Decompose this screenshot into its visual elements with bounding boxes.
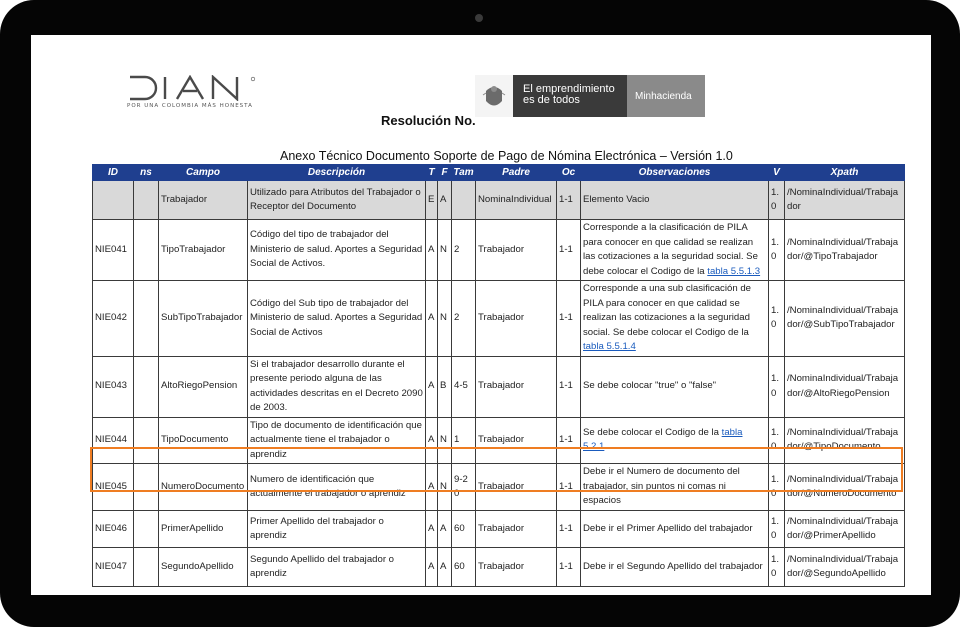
cell-id xyxy=(93,181,134,220)
cell-campo: AltoRiegoPension xyxy=(159,356,248,417)
cell-tam: 9-20 xyxy=(452,464,476,511)
cell-ns xyxy=(134,548,159,587)
cell-v: 1.0 xyxy=(769,511,785,548)
cell-xpath: /NominaIndividual/Trabajador xyxy=(785,181,905,220)
cell-xpath: /NominaIndividual/Trabajador/@AltoRiegoPension xyxy=(785,356,905,417)
cell-padre: Trabajador xyxy=(476,220,557,281)
cell-observaciones xyxy=(581,356,769,417)
col-header-id: ID xyxy=(93,165,134,181)
cell-v: 1.0 xyxy=(769,220,785,281)
dian-tagline: POR UNA COLOMBIA MÁS HONESTA xyxy=(127,103,253,109)
cell-xpath: /NominaIndividual/Trabajador/@NumeroDocumento xyxy=(785,464,905,511)
cell-observaciones xyxy=(581,181,769,220)
obs-text: Debe ir el Segundo Apellido del trabajador xyxy=(583,560,763,572)
obs-text: Corresponde a una sub clasificación de PILA para conocer en que calidad se realizan las cotizaciones a la seguridad social. Se debe colocar el Codigo de la xyxy=(583,283,751,338)
camera-dot xyxy=(475,14,483,22)
col-header-t: T xyxy=(426,165,438,181)
cell-tam: 2 xyxy=(452,220,476,281)
col-header-observaciones: Observaciones xyxy=(581,165,769,181)
cell-descripcion: Primer Apellido del trabajador o aprendiz xyxy=(248,511,426,548)
cell-v: 1.0 xyxy=(769,464,785,511)
government-banner xyxy=(475,75,705,117)
cell-v: 1.0 xyxy=(769,417,785,464)
cell-ns xyxy=(134,281,159,357)
cell-f: A xyxy=(438,181,452,220)
cell-v: 1.0 xyxy=(769,548,785,587)
cell-id: NIE045 xyxy=(93,464,134,511)
cell-t: A xyxy=(426,417,438,464)
cell-oc: 1-1 xyxy=(557,548,581,587)
cell-ns xyxy=(134,417,159,464)
spec-table xyxy=(92,164,905,587)
cell-t: A xyxy=(426,548,438,587)
cell-v: 1.0 xyxy=(769,281,785,357)
cell-xpath: /NominaIndividual/Trabajador/@PrimerApellido xyxy=(785,511,905,548)
cell-f: A xyxy=(438,548,452,587)
obs-text: Se debe colocar el Codigo de la xyxy=(583,426,722,438)
table-row xyxy=(93,220,905,281)
cell-ns xyxy=(134,356,159,417)
cell-descripcion: Utilizado para Atributos del Trabajador o Receptor del Documento xyxy=(248,181,426,220)
cell-id: NIE046 xyxy=(93,511,134,548)
cell-oc: 1-1 xyxy=(557,220,581,281)
cell-f: N xyxy=(438,281,452,357)
cell-campo: Trabajador xyxy=(159,181,248,220)
col-header-v: V xyxy=(769,165,785,181)
cell-oc: 1-1 xyxy=(557,181,581,220)
cell-f: A xyxy=(438,511,452,548)
cell-padre: Trabajador xyxy=(476,548,557,587)
cell-observaciones xyxy=(581,220,769,281)
table-row xyxy=(93,417,905,464)
table-row xyxy=(93,548,905,587)
cell-t: A xyxy=(426,464,438,511)
cell-padre: NominaIndividual xyxy=(476,181,557,220)
cell-oc: 1-1 xyxy=(557,417,581,464)
cell-ns xyxy=(134,181,159,220)
col-header-descripcion: Descripción xyxy=(248,165,426,181)
cell-id: NIE047 xyxy=(93,548,134,587)
col-header-f: F xyxy=(438,165,452,181)
col-header-tam: Tam xyxy=(452,165,476,181)
cell-oc: 1-1 xyxy=(557,511,581,548)
table-reference-link[interactable]: tabla 5.5.1.3 xyxy=(707,265,761,277)
cell-xpath: /NominaIndividual/Trabajador/@TipoDocumento xyxy=(785,417,905,464)
obs-text: Corresponde a la clasificación de PILA para conocer en que calidad se realizan las cotizaciones a la seguridad social. Se debe colocar el Codigo de la xyxy=(583,222,758,277)
cell-v: 1.0 xyxy=(769,181,785,220)
col-header-ns: ns xyxy=(134,165,159,181)
cell-descripcion: Tipo de documento de identificación que actualmente tiene el trabajador o aprendiz xyxy=(248,417,426,464)
cell-tam xyxy=(452,181,476,220)
cell-padre: Trabajador xyxy=(476,281,557,357)
cell-tam: 60 xyxy=(452,548,476,587)
cell-ns xyxy=(134,220,159,281)
banner-slogan: El emprendimiento es de todos xyxy=(513,75,627,117)
cell-f: B xyxy=(438,356,452,417)
cell-f: N xyxy=(438,220,452,281)
cell-oc: 1-1 xyxy=(557,356,581,417)
cell-padre: Trabajador xyxy=(476,464,557,511)
obs-text: Debe ir el Numero de documento del trabajador, sin puntos ni comas ni espacios xyxy=(583,466,740,507)
table-row xyxy=(93,511,905,548)
cell-f: N xyxy=(438,417,452,464)
dian-wordmark-icon xyxy=(127,75,257,101)
table-header-row xyxy=(93,165,905,181)
cell-tam: 2 xyxy=(452,281,476,357)
resolution-label: Resolución No. xyxy=(381,113,476,128)
cell-observaciones xyxy=(581,417,769,464)
table-row xyxy=(93,356,905,417)
cell-campo: PrimerApellido xyxy=(159,511,248,548)
cell-id: NIE043 xyxy=(93,356,134,417)
cell-v: 1.0 xyxy=(769,356,785,417)
obs-text: Elemento Vacio xyxy=(583,193,650,205)
cell-id: NIE041 xyxy=(93,220,134,281)
cell-descripcion: Código del tipo de trabajador del Ministerio de salud. Aportes a Seguridad Social de Activos. xyxy=(248,220,426,281)
cell-padre: Trabajador xyxy=(476,356,557,417)
col-header-oc: Oc xyxy=(557,165,581,181)
col-header-padre: Padre xyxy=(476,165,557,181)
cell-xpath: /NominaIndividual/Trabajador/@SegundoApellido xyxy=(785,548,905,587)
cell-observaciones xyxy=(581,281,769,357)
cell-f: N xyxy=(438,464,452,511)
cell-tam: 4-5 xyxy=(452,356,476,417)
cell-ns xyxy=(134,511,159,548)
coat-of-arms-icon xyxy=(475,75,513,117)
col-header-campo: Campo xyxy=(159,165,248,181)
cell-id: NIE044 xyxy=(93,417,134,464)
cell-observaciones xyxy=(581,464,769,511)
cell-t: A xyxy=(426,511,438,548)
cell-descripcion: Si el trabajador desarrollo durante el presente periodo alguna de las actividades descritas en el Decreto 2090 de 2003. xyxy=(248,356,426,417)
cell-xpath: /NominaIndividual/Trabajador/@TipoTrabajador xyxy=(785,220,905,281)
cell-t: A xyxy=(426,220,438,281)
cell-campo: SubTipoTrabajador xyxy=(159,281,248,357)
obs-text: Debe ir el Primer Apellido del trabajador xyxy=(583,522,753,534)
cell-descripcion: Código del Sub tipo de trabajador del Ministerio de salud. Aportes a Seguridad Social de Activos xyxy=(248,281,426,357)
table-row xyxy=(93,464,905,511)
cell-campo: NumeroDocumento xyxy=(159,464,248,511)
cell-t: E xyxy=(426,181,438,220)
cell-oc: 1-1 xyxy=(557,464,581,511)
obs-text: Se debe colocar "true" o "false" xyxy=(583,380,717,392)
document-page xyxy=(31,35,931,595)
cell-tam: 1 xyxy=(452,417,476,464)
cell-campo: SegundoApellido xyxy=(159,548,248,587)
dian-logo xyxy=(127,75,267,109)
col-header-xpath: Xpath xyxy=(785,165,905,181)
table-reference-link[interactable]: tabla 5.2.1 xyxy=(583,426,743,453)
cell-padre: Trabajador xyxy=(476,417,557,464)
cell-id: NIE042 xyxy=(93,281,134,357)
cell-descripcion: Segundo Apellido del trabajador o aprendiz xyxy=(248,548,426,587)
annex-title: Anexo Técnico Documento Soporte de Pago de Nómina Electrónica – Versión 1.0 xyxy=(280,149,733,163)
table-row xyxy=(93,181,905,220)
cell-oc: 1-1 xyxy=(557,281,581,357)
banner-ministry: Minhacienda xyxy=(627,75,705,117)
cell-xpath: /NominaIndividual/Trabajador/@SubTipoTrabajador xyxy=(785,281,905,357)
cell-ns xyxy=(134,464,159,511)
table-reference-link[interactable]: tabla 5.5.1.4 xyxy=(583,341,636,352)
cell-observaciones xyxy=(581,511,769,548)
cell-t: A xyxy=(426,356,438,417)
cell-observaciones xyxy=(581,548,769,587)
cell-campo: TipoDocumento xyxy=(159,417,248,464)
table-row xyxy=(93,281,905,357)
cell-descripcion: Numero de identificación que actualmente el trabajador o aprendiz xyxy=(248,464,426,511)
cell-t: A xyxy=(426,281,438,357)
cell-tam: 60 xyxy=(452,511,476,548)
cell-campo: TipoTrabajador xyxy=(159,220,248,281)
cell-padre: Trabajador xyxy=(476,511,557,548)
